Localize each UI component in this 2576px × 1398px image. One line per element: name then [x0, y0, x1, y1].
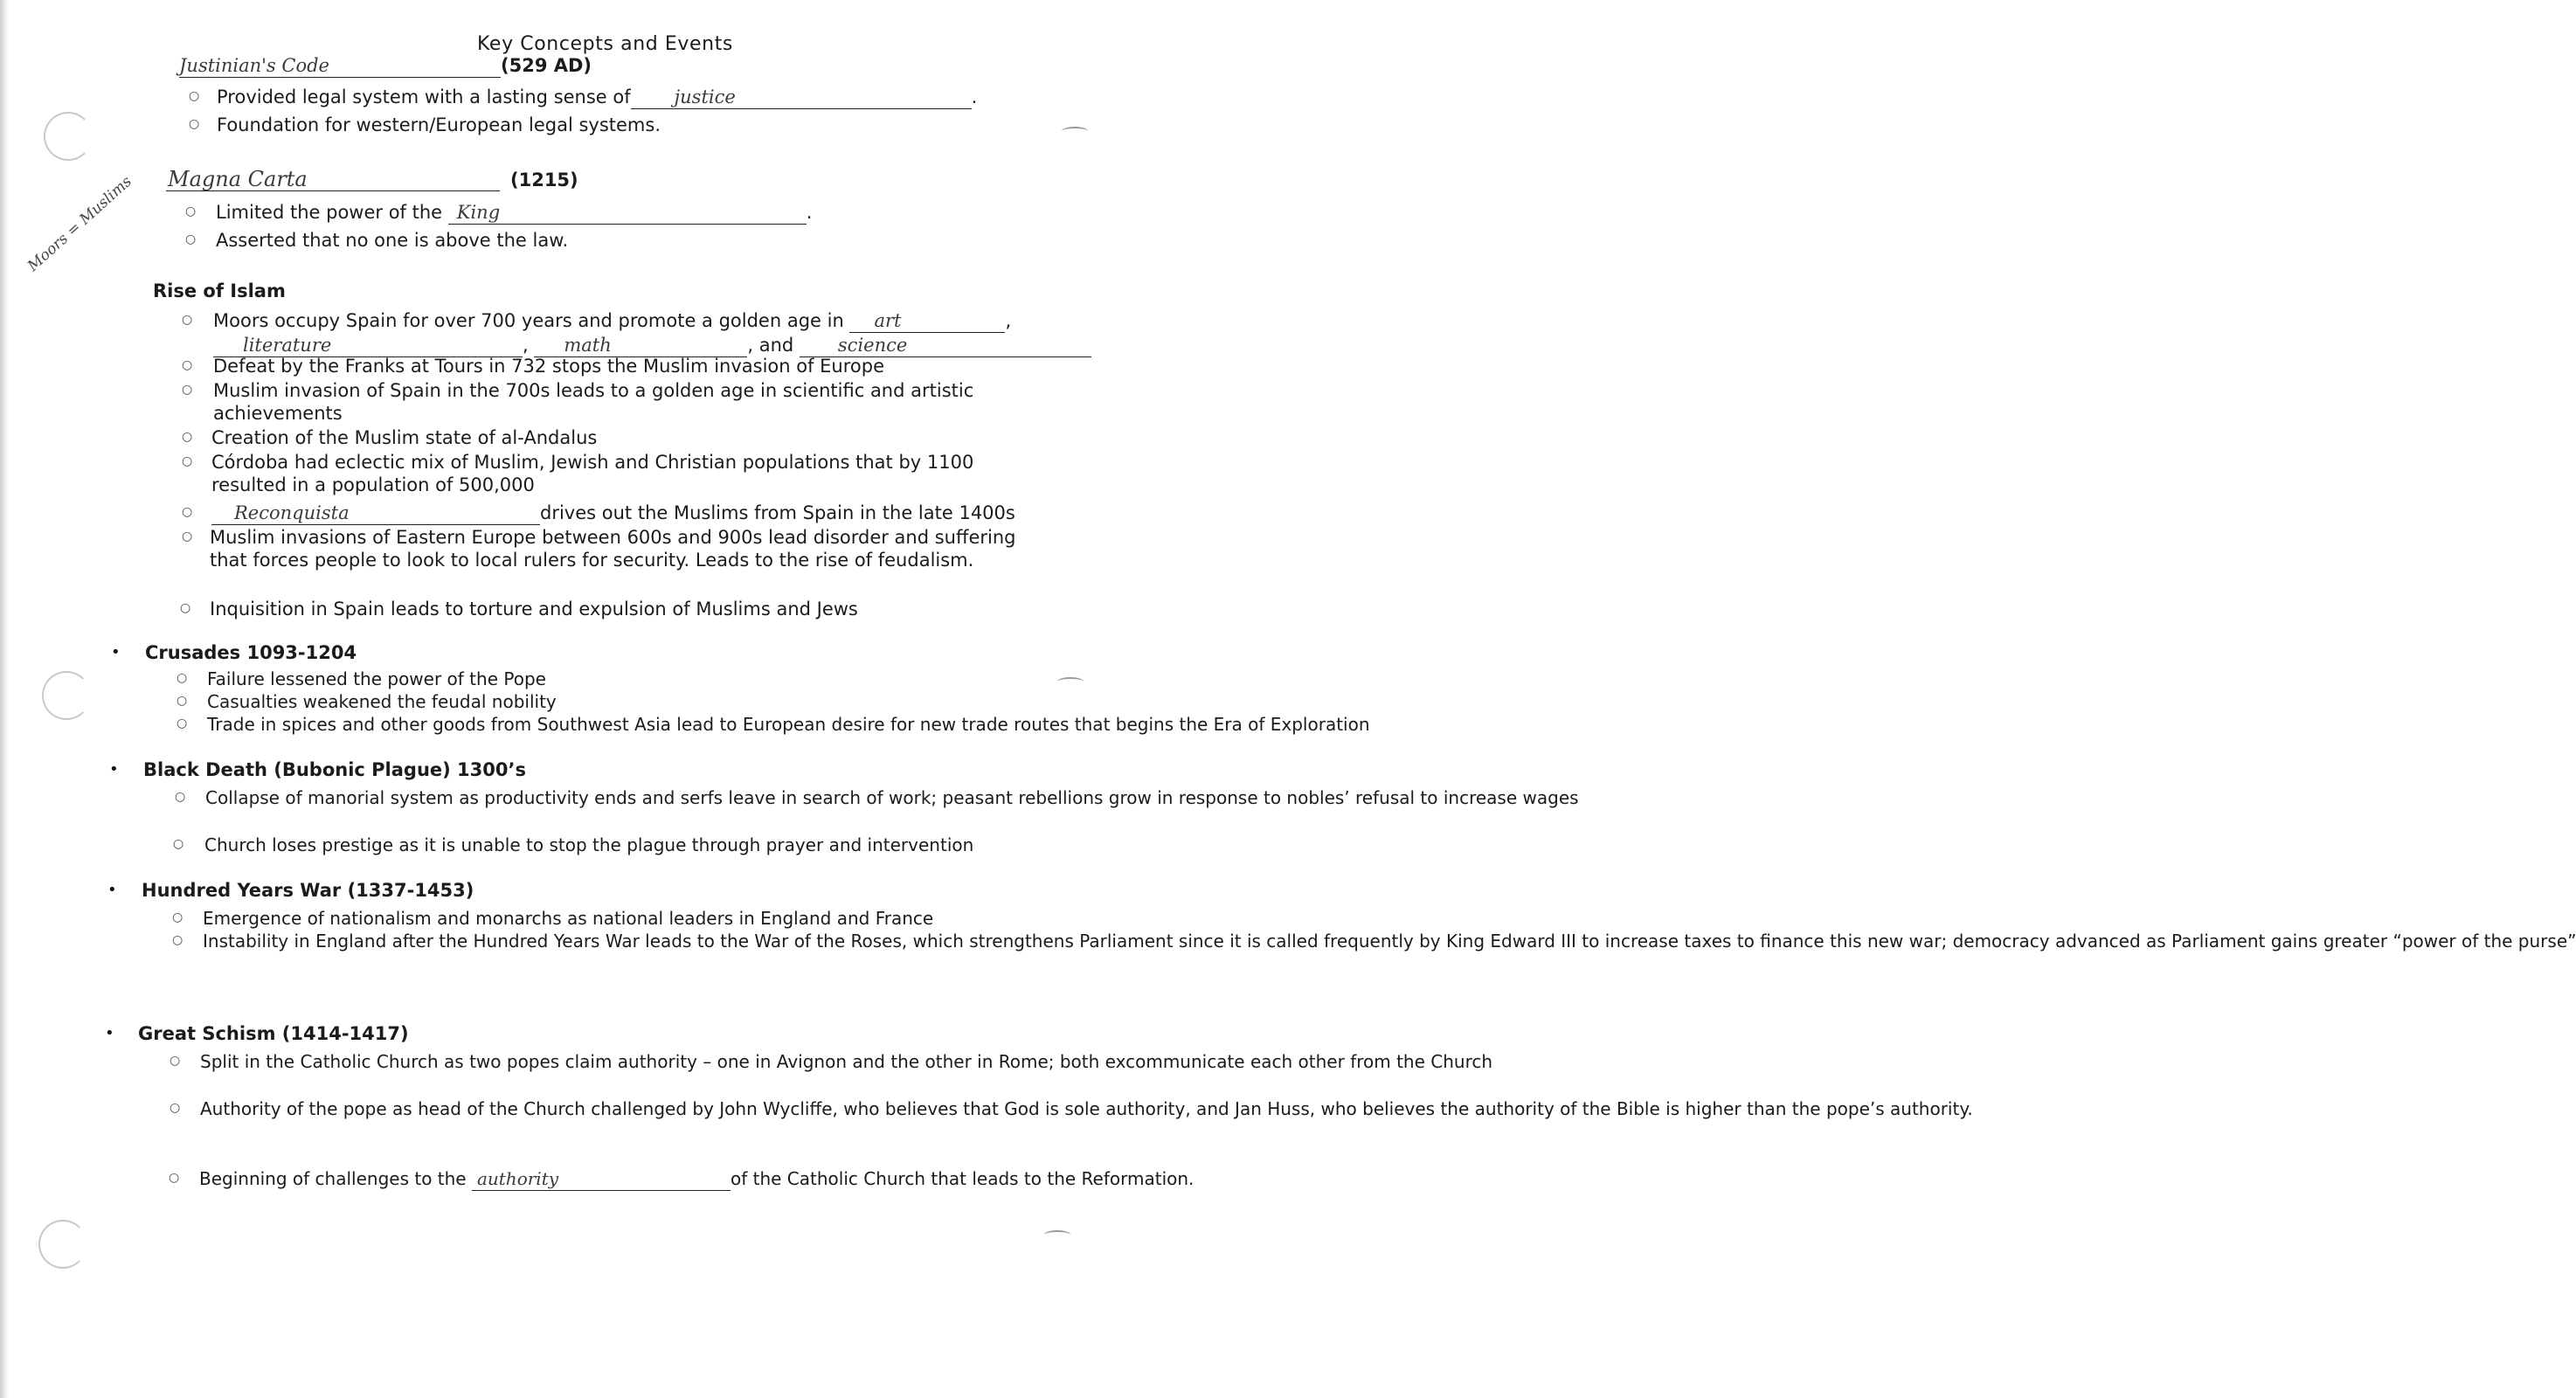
islam-bullet-1-line-2: literature , math , and science	[213, 334, 1091, 357]
circle-bullet: ○	[172, 910, 184, 924]
answer-art: art	[849, 309, 1005, 333]
scan-mark	[1044, 1230, 1070, 1239]
circle-bullet: ○	[185, 204, 197, 218]
islam-bullet-1-text: Moors occupy Spain for over 700 years and promote a golden age in	[213, 310, 844, 331]
schism-item-3-text: Beginning of challenges to the	[199, 1168, 467, 1189]
disc-bullet: •	[109, 760, 119, 779]
disc-bullet: •	[111, 643, 121, 661]
islam-bullet-2: Defeat by the Franks at Tours in 732 stops the Muslim invasion of Europe	[213, 356, 885, 377]
crusades-item: Trade in spices and other goods from Southwest Asia lead to European desire for new trade routes that begins the Era of Exploration	[207, 714, 1370, 735]
circle-bullet: ○	[180, 601, 191, 615]
islam-bullet-4: Creation of the Muslim state of al-Andalus	[211, 427, 598, 448]
crusades-item: Casualties weakened the feudal nobility	[207, 691, 557, 712]
justinian-heading	[179, 54, 592, 78]
schism-item-3-post: of the Catholic Church that leads to the Reformation.	[730, 1168, 1195, 1189]
magna-bullet-1: Limited the power of the King .	[216, 202, 813, 223]
black-death-item: Church loses prestige as it is unable to stop the plague through prayer and intervention	[204, 834, 974, 855]
page-title: Key Concepts and Events	[477, 33, 733, 55]
circle-bullet: ○	[177, 716, 188, 730]
circle-bullet: ○	[182, 529, 193, 543]
schism-heading: Great Schism (1414-1417)	[138, 1023, 409, 1044]
scan-mark	[1062, 127, 1088, 135]
circle-bullet: ○	[170, 1101, 181, 1115]
circle-bullet: ○	[169, 1171, 180, 1185]
circle-bullet: ○	[173, 837, 184, 851]
justinian-name: Justinian's Code	[179, 54, 501, 78]
answer-math: math	[534, 334, 747, 357]
schism-item-3	[199, 1167, 1195, 1191]
schism-item: Authority of the pope as head of the Church challenged by John Wycliffe, who believes that God is sole authority, and Jan Huss, who believes the authority of the Bible is higher than the pope’s authority.	[200, 1098, 1973, 1119]
justinian-date: (529 AD)	[501, 55, 592, 76]
hundred-years-item: Emergence of nationalism and monarchs as national leaders in England and France	[203, 908, 934, 929]
islam-bullet-6	[211, 502, 1015, 525]
punch-hole-top	[44, 112, 93, 161]
circle-bullet: ○	[175, 790, 186, 804]
and-text: , and	[747, 335, 794, 356]
hundred-years-heading: Hundred Years War (1337-1453)	[142, 880, 474, 901]
circle-bullet: ○	[182, 454, 193, 468]
justinian-bullet-1-text: Provided legal system with a lasting sense of	[217, 87, 631, 107]
magna-date: (1215)	[510, 170, 578, 190]
disc-bullet: •	[105, 1024, 114, 1042]
islam-bullet-3: Muslim invasion of Spain in the 700s leads to a golden age in scientific and artistic achievements	[213, 380, 974, 424]
answer-authority: authority	[472, 1167, 731, 1191]
islam-bullet-1-line-1: Moors occupy Spain for over 700 years and promote a golden age in art ,	[213, 310, 1012, 331]
circle-bullet: ○	[182, 505, 193, 519]
islam-bullet-6-text: drives out the Muslims from Spain in the late 1400s	[540, 502, 1015, 523]
justinian-bullet-2: Foundation for western/European legal systems.	[217, 114, 661, 135]
crusades-item: Failure lessened the power of the Pope	[207, 668, 546, 689]
black-death-item: Collapse of manorial system as productivity ends and serfs leave in search of work; peasant rebellions grow in response to nobles’ refusal to increase wages	[205, 787, 1579, 808]
magna-bullet-2: Asserted that no one is above the law.	[216, 230, 569, 251]
circle-bullet: ○	[189, 89, 200, 103]
circle-bullet: ○	[182, 430, 193, 444]
answer-justice: justice	[631, 86, 972, 109]
answer-reconquista: Reconquista	[211, 502, 540, 525]
page-edge-shadow	[0, 0, 9, 1398]
answer-science: science	[800, 334, 1091, 357]
schism-item: Split in the Catholic Church as two popes claim authority – one in Avignon and the other in Rome; both excommunicate each other from the Church	[200, 1051, 1493, 1072]
islam-bullet-5: Córdoba had eclectic mix of Muslim, Jewish and Christian populations that by 1100 resulted in a population of 500,000	[211, 452, 974, 495]
magna-bullet-1-text: Limited the power of the	[216, 202, 443, 223]
answer-king: King	[448, 201, 807, 225]
punch-hole-bottom	[38, 1220, 87, 1269]
hundred-years-item: Instability in England after the Hundred Years War leads to the War of the Roses, which strengthens Parliament since it is called frequently by King Edward III to increase taxes to finance this new war; democracy advanced as Parliament gains greater “power of the purse”	[203, 931, 2576, 952]
circle-bullet: ○	[182, 358, 193, 372]
circle-bullet: ○	[177, 694, 188, 708]
punch-hole-middle	[42, 671, 91, 720]
islam-bullet-8: Inquisition in Spain leads to torture and expulsion of Muslims and Jews	[210, 599, 858, 619]
black-death-heading: Black Death (Bubonic Plague) 1300’s	[143, 759, 526, 780]
circle-bullet: ○	[172, 933, 184, 947]
islam-bullet-7: Muslim invasions of Eastern Europe between 600s and 900s lead disorder and suffering that forces people to look to local rulers for security. Leads to the rise of feudalism.	[210, 527, 1016, 571]
crusades-heading: Crusades 1093-1204	[145, 642, 357, 663]
answer-literature: literature	[213, 334, 523, 357]
circle-bullet: ○	[182, 313, 193, 327]
margin-note-handwritten: Moors = Muslims	[24, 172, 135, 275]
scan-mark	[1057, 677, 1084, 686]
circle-bullet: ○	[177, 671, 188, 685]
magna-heading	[166, 168, 578, 191]
circle-bullet: ○	[189, 117, 200, 131]
justinian-bullet-1: Provided legal system with a lasting sense of justice .	[217, 87, 978, 107]
circle-bullet: ○	[182, 383, 193, 397]
islam-heading: Rise of Islam	[153, 280, 286, 301]
circle-bullet: ○	[185, 232, 197, 246]
magna-name: Magna Carta	[166, 168, 500, 191]
disc-bullet: •	[107, 881, 117, 899]
circle-bullet: ○	[170, 1054, 181, 1068]
